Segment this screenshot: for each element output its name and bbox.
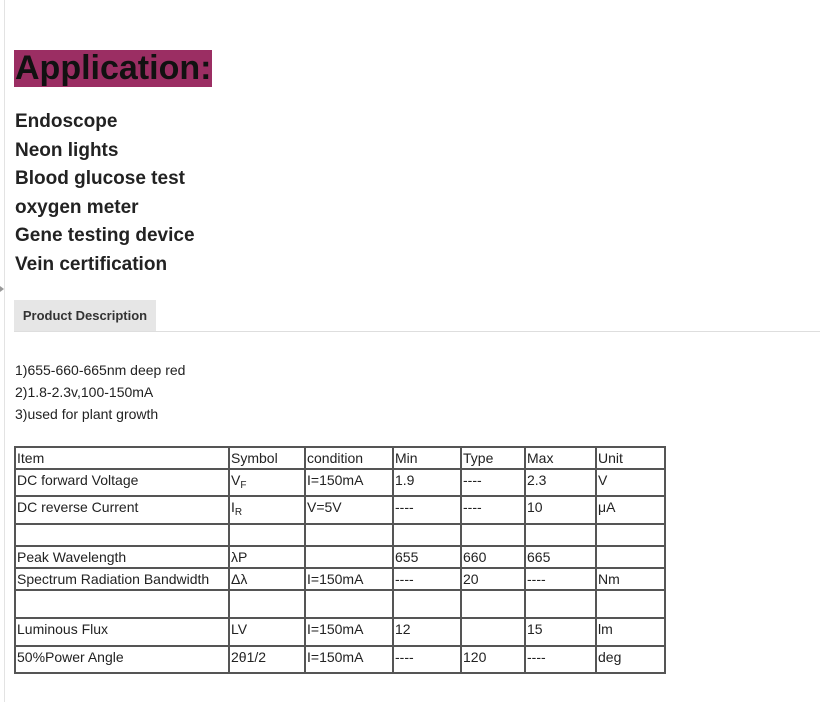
empty-cell — [305, 590, 393, 618]
application-list — [15, 110, 195, 281]
empty-cell — [596, 524, 665, 546]
application-item: Endoscope — [15, 111, 118, 132]
cell-max: 2.3 — [525, 469, 596, 496]
empty-cell — [305, 524, 393, 546]
description-line: 2)1.8-2.3v,100-150mA — [15, 384, 154, 400]
header-cell: condition — [305, 447, 393, 469]
application-item: oxygen meter — [15, 196, 139, 218]
application-item: Gene testing device — [15, 225, 195, 246]
symbol-subscript: F — [240, 480, 247, 491]
empty-cell — [461, 524, 525, 546]
cell-item: DC forward Voltage — [15, 469, 229, 496]
table-row-empty — [15, 590, 665, 618]
cell-max: ---- — [525, 646, 596, 673]
cell-symbol: Δλ — [229, 568, 305, 590]
empty-cell — [525, 590, 596, 618]
symbol-subscript: R — [234, 507, 243, 518]
table-row — [15, 646, 665, 673]
cell-condition: I=150mA — [305, 646, 393, 673]
cell-type: ---- — [461, 496, 525, 524]
cell-unit — [596, 546, 665, 568]
header-cell: Unit — [596, 447, 665, 469]
cell-unit: μA — [596, 496, 665, 524]
table-row — [15, 469, 665, 496]
cell-type: 660 — [461, 546, 525, 568]
empty-cell — [461, 590, 525, 618]
cell-type: 120 — [461, 646, 525, 673]
cell-unit: V — [596, 469, 665, 496]
collapse-arrow-icon[interactable] — [0, 286, 4, 292]
table-row — [15, 618, 665, 646]
header-cell: Min — [393, 447, 461, 469]
cell-min: ---- — [393, 568, 461, 590]
cell-condition: I=150mA — [305, 568, 393, 590]
header-cell: Symbol — [229, 447, 305, 469]
application-item: Neon lights — [15, 139, 119, 161]
empty-cell — [393, 524, 461, 546]
cell-item: 50%Power Angle — [15, 646, 229, 673]
table-row-empty — [15, 524, 665, 546]
cell-min: 1.9 — [393, 469, 461, 496]
empty-cell — [596, 590, 665, 618]
cell-min: 655 — [393, 546, 461, 568]
tab-strip-divider — [14, 331, 820, 332]
cell-condition: I=150mA — [305, 469, 393, 496]
cell-max: 665 — [525, 546, 596, 568]
application-heading: Application: — [15, 49, 212, 87]
cell-symbol: LV — [229, 618, 305, 646]
empty-cell — [15, 590, 229, 618]
cell-item: Spectrum Radiation Bandwidth — [15, 568, 229, 590]
cell-min: ---- — [393, 646, 461, 673]
cell-type — [461, 618, 525, 646]
cell-condition — [305, 546, 393, 568]
table-row — [15, 568, 665, 590]
table-header-row — [15, 447, 665, 469]
table-row — [15, 546, 665, 568]
tab-product-description[interactable]: Product Description — [14, 300, 156, 331]
description-line: 3)used for plant growth — [15, 406, 159, 422]
symbol-text: V — [231, 472, 241, 488]
cell-symbol: λP — [229, 546, 305, 568]
cell-item: DC reverse Current — [15, 496, 229, 524]
empty-cell — [525, 524, 596, 546]
cell-type: 20 — [461, 568, 525, 590]
cell-max: ---- — [525, 568, 596, 590]
cell-unit: deg — [596, 646, 665, 673]
empty-cell — [229, 590, 305, 618]
cell-symbol — [229, 496, 305, 524]
cell-max: 15 — [525, 618, 596, 646]
cell-item: Peak Wavelength — [15, 546, 229, 568]
page-left-border — [4, 0, 5, 702]
header-cell: Type — [461, 447, 525, 469]
cell-condition: V=5V — [305, 496, 393, 524]
empty-cell — [15, 524, 229, 546]
cell-max: 10 — [525, 496, 596, 524]
cell-symbol: 2θ1/2 — [229, 646, 305, 673]
cell-condition: I=150mA — [305, 618, 393, 646]
description-line: 1)655-660-665nm deep red — [15, 362, 186, 378]
table-row — [15, 496, 665, 524]
cell-min: 12 — [393, 618, 461, 646]
cell-unit: Nm — [596, 568, 665, 590]
application-item: Blood glucose test — [15, 168, 185, 189]
header-cell: Item — [15, 447, 229, 469]
cell-unit: lm — [596, 618, 665, 646]
spec-table — [14, 446, 666, 674]
cell-symbol — [229, 469, 305, 496]
header-cell: Max — [525, 447, 596, 469]
cell-type: ---- — [461, 469, 525, 496]
cell-min: ---- — [393, 496, 461, 524]
product-description-list — [15, 359, 185, 425]
empty-cell — [229, 524, 305, 546]
cell-item: Luminous Flux — [15, 618, 229, 646]
symbol-text: I — [231, 499, 235, 515]
empty-cell — [393, 590, 461, 618]
application-item: Vein certification — [15, 253, 168, 275]
